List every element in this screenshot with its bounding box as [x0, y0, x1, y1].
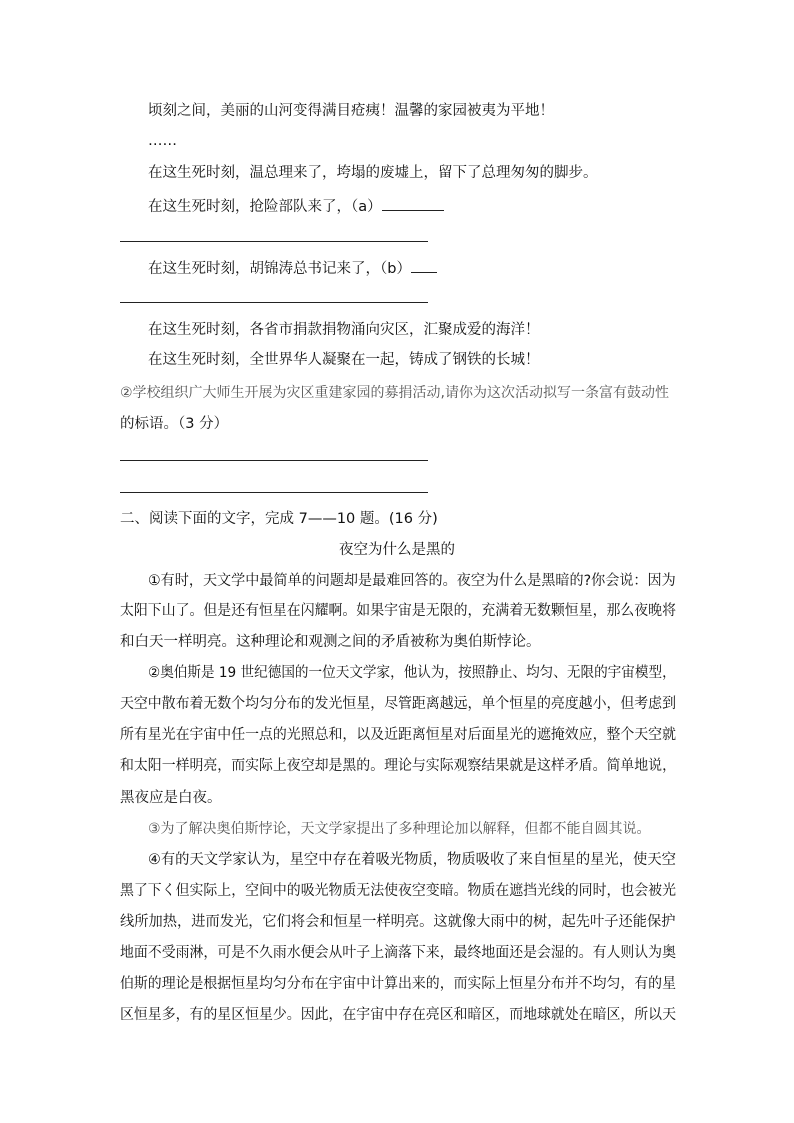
paragraph-line: ①有时，天文学中最简单的问题却是最难回答的。夜空为什么是黑暗的?你会说：因为: [148, 573, 676, 589]
paragraph-line: ③为了解决奥伯斯悖论，天文学家提出了多种理论加以解释，但都不能自圆其说。: [148, 821, 651, 837]
poem-line-a-text: 在这生死时刻，抢险部队来了，（a）: [148, 199, 382, 215]
question-2-text: ②学校组织广大师生开展为灾区重建家园的募捐活动,请你为这次活动拟写一条富有鼓动性: [120, 385, 669, 401]
answer-line-slogan-1[interactable]: [120, 460, 428, 461]
paragraph-line: 区恒星多，有的星区恒星少。因此，在宇宙中存在亮区和暗区，而地球就处在暗区，所以天: [120, 1007, 676, 1023]
article-title: 夜空为什么是黑的: [339, 542, 455, 558]
paragraph-line: 太阳下山了。但是还有恒星在闪耀啊。如果宇宙是无限的，充满着无数颗恒星，那么夜晚将: [120, 603, 676, 619]
paragraph-line: 线所加热，进而发光，它们将会和恒星一样明亮。这就像大雨中的树，起先叶子还能保护: [120, 914, 676, 930]
paragraph-line: 黑夜应是白夜。: [120, 790, 222, 806]
paragraph-line: 伯斯的理论是根据恒星均匀分布在宇宙中计算出来的，而实际上恒星分布并不均匀，有的星: [120, 976, 676, 992]
paragraph-line: ④有的天文学家认为，星空中存在着吸光物质，物质吸收了来自恒星的星光，使天空: [148, 852, 676, 868]
answer-line-slogan-2[interactable]: [120, 492, 428, 493]
poem-line: 在这生死时刻，全世界华人凝聚在一起，铸成了钢铁的长城！: [148, 352, 540, 368]
poem-line-b: [148, 258, 437, 279]
paragraph-line: 黑了下く但实际上，空间中的吸光物质无法使夜空变暗。物质在遮挡光线的同时，也会被光: [120, 883, 676, 899]
paragraph-line: 和白天一样明亮。这种理论和观测之间的矛盾被称为奥伯斯悖论。: [120, 634, 541, 650]
poem-line-a: [148, 196, 444, 217]
answer-line-b[interactable]: [120, 302, 428, 303]
answer-blank-b[interactable]: [411, 258, 437, 273]
poem-line-b-text: 在这生死时刻，胡锦涛总书记来了，（b）: [148, 261, 411, 277]
question-2-score: 的标语。（3 分）: [120, 416, 229, 432]
section-heading: 二、阅读下面的文字，完成 7——10 题。(16 分): [120, 511, 438, 527]
paragraph-line: 地面不受雨淋，可是不久雨水便会从叶子上滴落下来，最终地面还是会湿的。有人则认为奥: [120, 945, 676, 961]
poem-line: 在这生死时刻，各省市捐款捐物涌向灾区，汇聚成爱的海洋！: [148, 322, 540, 338]
paragraph-line: ②奥伯斯是 19 世纪德国的一位天文学家，他认为，按照静止、均匀、无限的宇宙模型，: [148, 665, 676, 681]
poem-line: 顷刻之间，美丽的山河变得满目疮痍！温馨的家园被夷为平地！: [148, 103, 554, 119]
paragraph-line: 和太阳一样明亮，而实际上夜空却是黑的。理论与实际观察结果就是这样矛盾。简单地说，: [120, 758, 676, 774]
answer-blank-a[interactable]: [382, 196, 444, 211]
paragraph-line: 所有星光在宇宙中任一点的光照总和，以及近距离恒星对后面星光的遮掩效应，整个天空就: [120, 727, 676, 743]
answer-line-a[interactable]: [120, 241, 428, 242]
paragraph-line: 天空中散布着无数个均匀分布的发光恒星，尽管距离越远，单个恒星的亮度越小，但考虑到: [120, 696, 676, 712]
poem-line: 在这生死时刻，温总理来了，垮塌的废墟上，留下了总理匆匆的脚步。: [148, 165, 598, 181]
poem-line: ……: [148, 133, 177, 149]
